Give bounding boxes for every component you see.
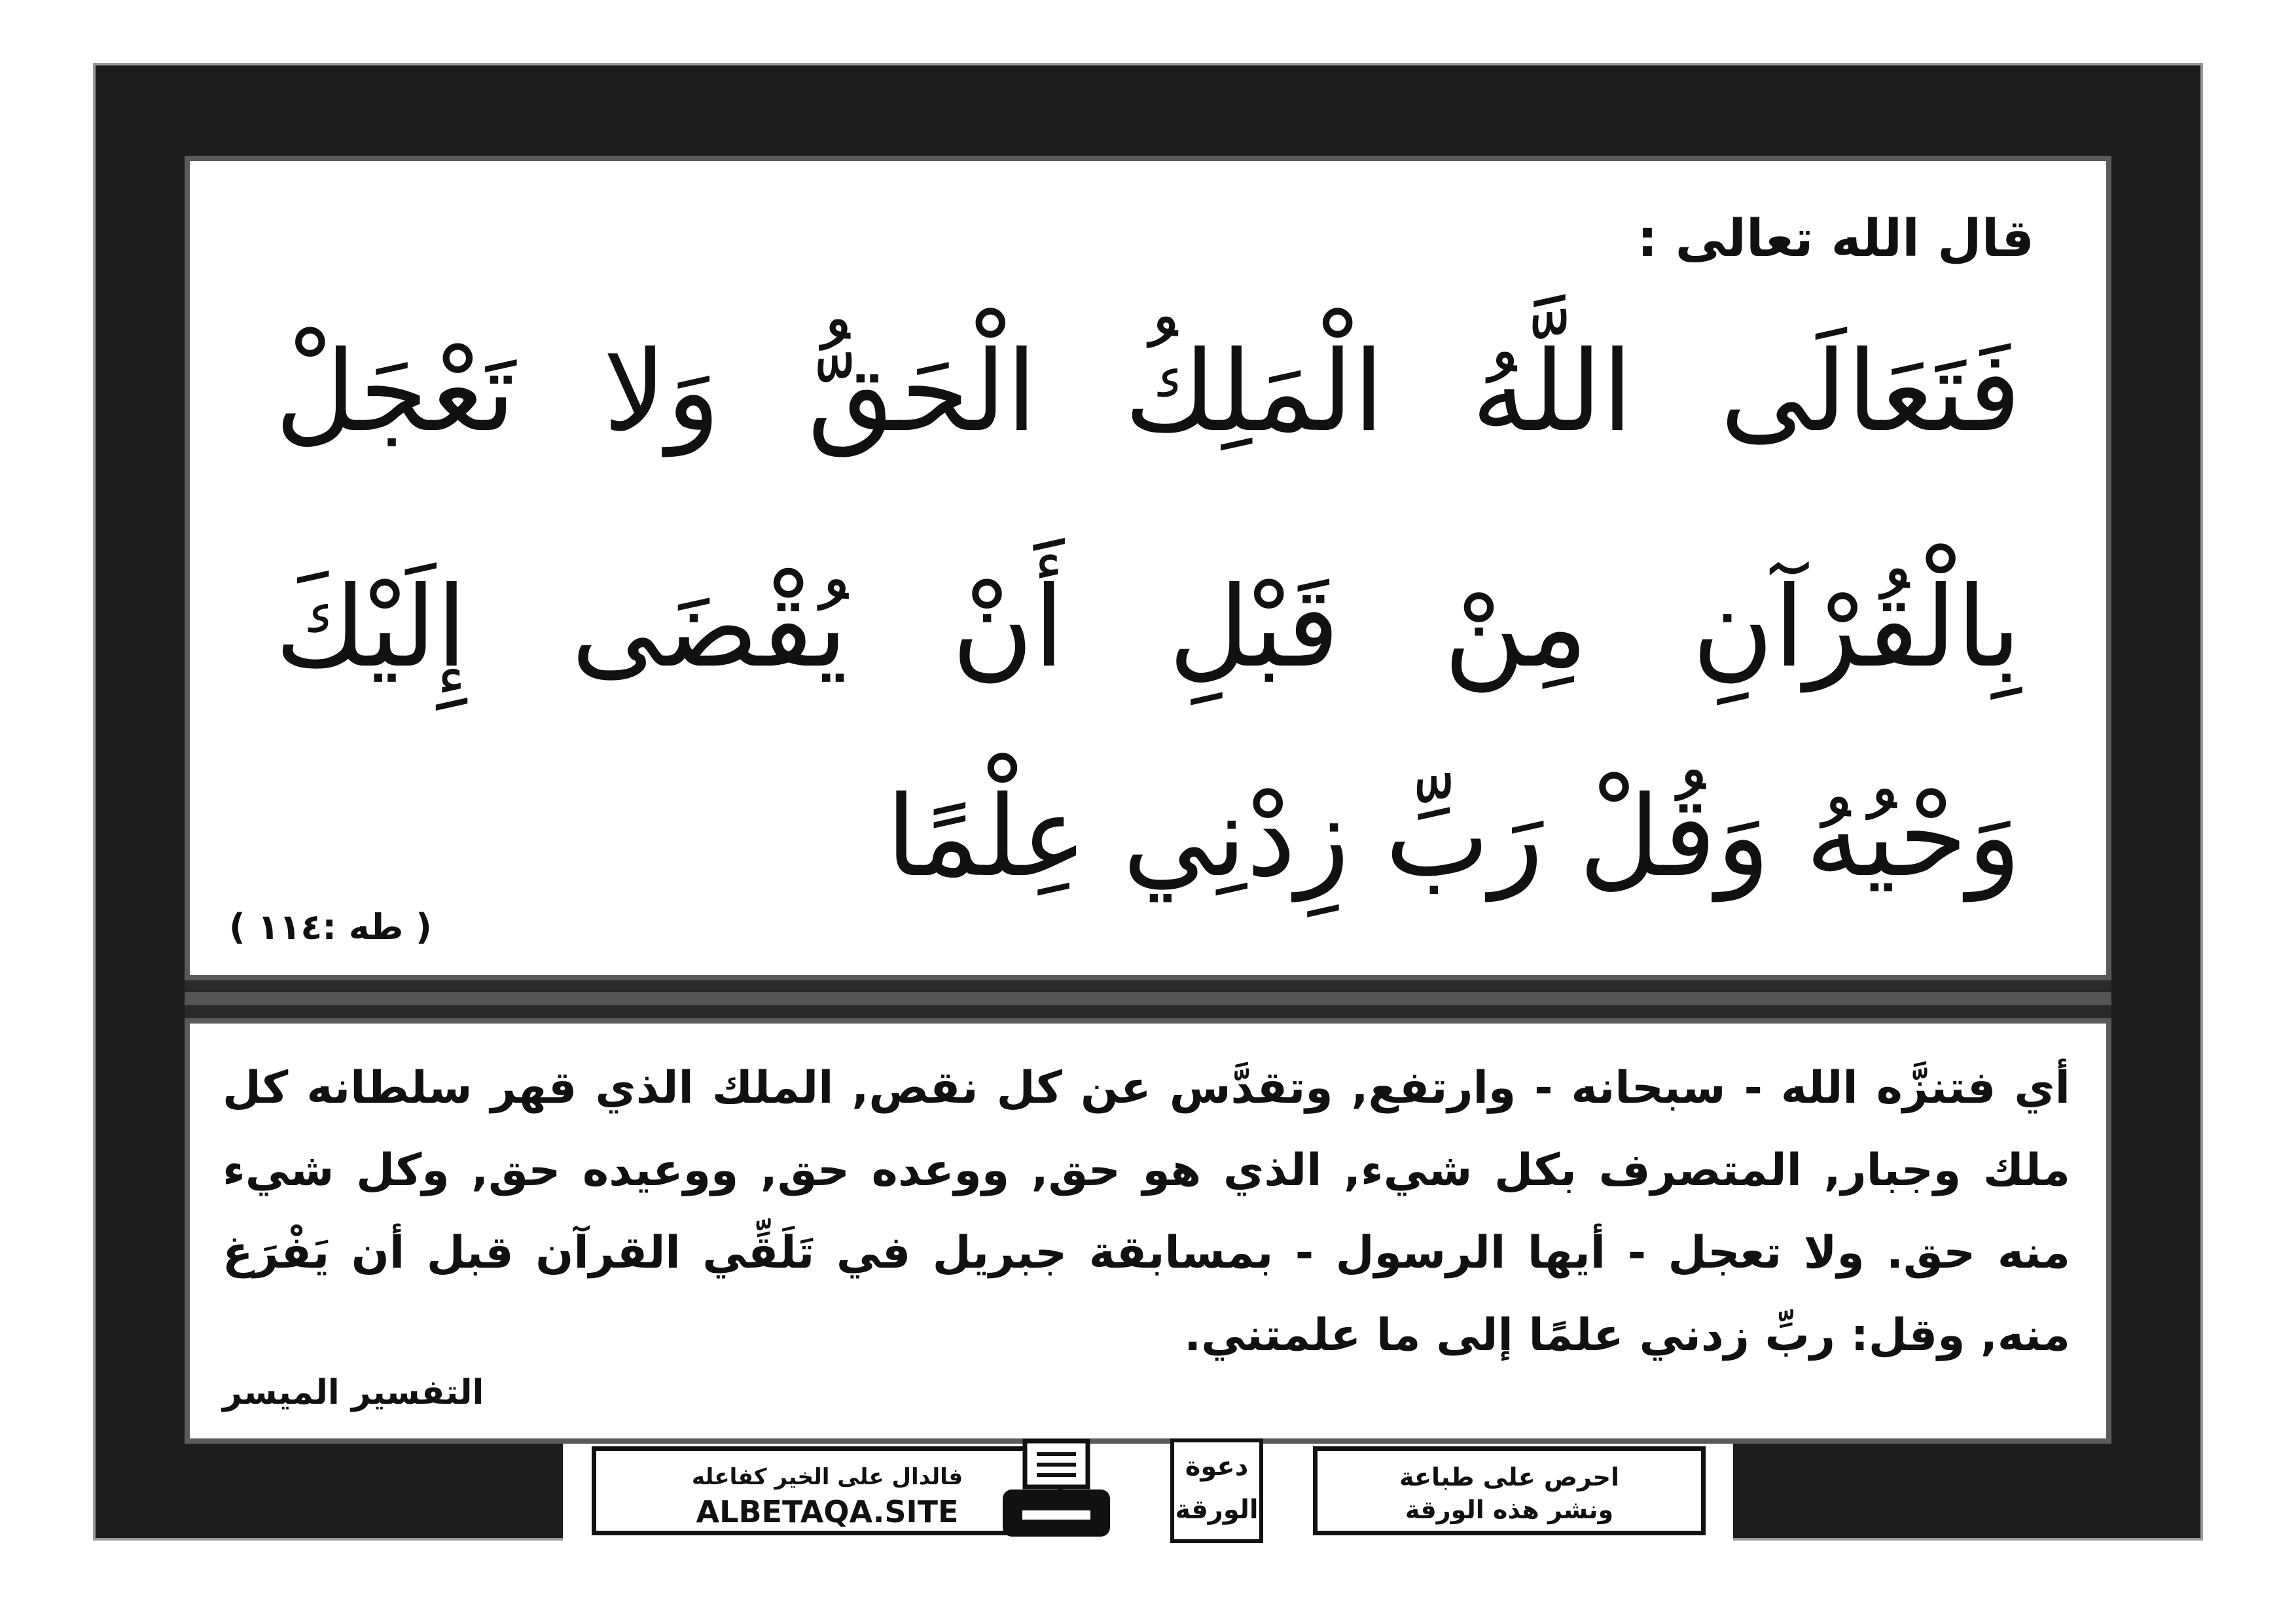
verse-reference: ( طه :١١٤ )	[229, 906, 432, 948]
verse-line-2: بِالْقُرْآنِ مِنْ قَبْلِ أَنْ يُقْضَى إِلَيْكَ	[275, 563, 2021, 692]
panel-divider	[185, 980, 2111, 1018]
verse-line-3: وَحْيُهُ وَقُلْ رَبِّ زِدْنِي عِلْمًا	[886, 772, 2021, 902]
divider-bar	[185, 992, 2111, 1005]
intro-label: قال الله تعالى :	[1637, 209, 2034, 268]
tafsir-source: التفسير الميسر	[223, 1373, 484, 1412]
website-box	[592, 1446, 1063, 1535]
print-request-box	[1313, 1446, 1706, 1535]
print-request-line-2: ونشر هذه الورقة	[1405, 1495, 1614, 1524]
website-url: ALBETAQA.SITE	[696, 1494, 959, 1529]
logo-mark	[1170, 1438, 1263, 1543]
printer-icon	[997, 1437, 1115, 1542]
print-request-line-1: احرص على طباعة	[1399, 1463, 1620, 1491]
verse-line-1: فَتَعَالَى اللَّهُ الْمَلِكُ الْحَقُّ وَلا تَعْجَلْ	[275, 327, 2021, 457]
website-slogan: فالدال على الخير كفاعله	[691, 1464, 963, 1490]
logo-text-top: دعوة	[1185, 1452, 1249, 1482]
tafsir-text: أي فتنزَّه الله - سبحانه - وارتفع, وتقدَّس عن كل نقص, الملك الذي قهر سلطانه كل ملك وجبار, المتصرف بكل شيء, الذي هو حق, ووعده حق, ووعيده حق, وكل شيء منه حق. ولا تعجل - أيها الرسول - بمسابقة جبريل في تَلَقِّي القرآن قبل أن يَفْرَغ منه, وقل: ربِّ زدني علمًا إلى ما علمتني.	[223, 1062, 2070, 1361]
logo-text-bottom: الورقة	[1175, 1495, 1259, 1525]
